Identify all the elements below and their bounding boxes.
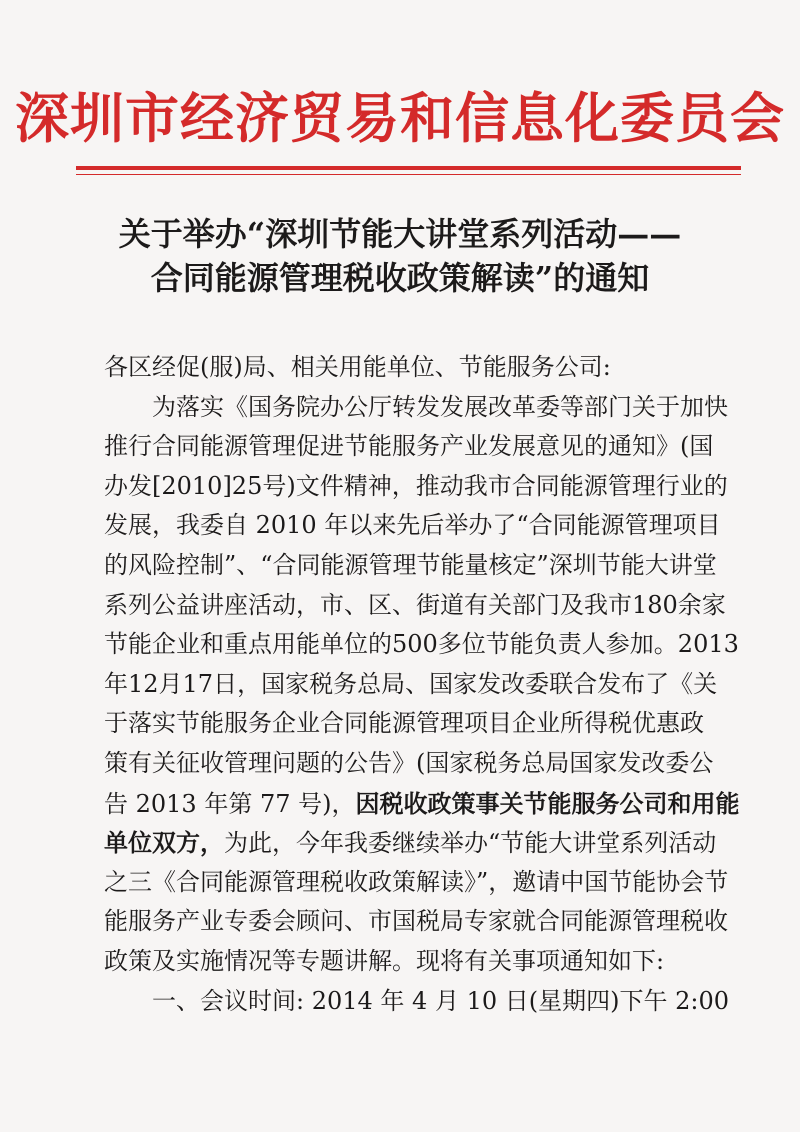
notice-title-line-1: 关于举办“深圳节能大讲堂系列活动—— xyxy=(118,215,682,253)
body-line: 办发[2010]25号)文件精神，推动我市合同能源管理行业的 xyxy=(104,471,728,500)
letterhead-org-name: 深圳市经济贸易和信息化委员会 xyxy=(15,86,785,150)
body-line-mixed xyxy=(104,823,717,863)
body-line: 之三《合同能源管理税收政策解读》”，邀请中国节能协会节 xyxy=(104,867,729,896)
notice-title xyxy=(0,212,800,300)
body-line: 年12月17日，国家税务总局、国家发改委联合发布了《关 xyxy=(104,669,718,698)
body-line: 于落实节能服务企业合同能源管理项目企业所得税优惠政 xyxy=(104,709,704,738)
body-line: 策有关征收管理问题的公告》(国家税务总局国家发改委公 xyxy=(104,748,714,777)
body-text: 告 2013 年第 77 号)， xyxy=(104,789,356,818)
body-line: 政策及实施情况等专题讲解。现将有关事项通知如下: xyxy=(104,946,665,975)
letterhead-red-rule-thin xyxy=(76,174,741,175)
salutation: 各区经促(服)局、相关用能单位、节能服务公司: xyxy=(104,353,611,381)
body-line-mixed xyxy=(104,784,740,824)
meeting-time-item: 一、会议时间: 2014 年 4 月 10 日(星期四)下午 2:00 xyxy=(152,986,729,1015)
bold-emphasis: 单位双方， xyxy=(104,828,224,858)
body-line: 推行合同能源管理促进节能服务产业发展意见的通知》(国 xyxy=(104,432,714,461)
body-line: 为落实《国务院办公厅转发发展改革委等部门关于加快 xyxy=(152,392,728,421)
body-line: 系列公益讲座活动，市、区、街道有关部门及我市180余家 xyxy=(104,590,726,619)
body-line: 能服务产业专委会顾问、市国税局专家就合同能源管理税收 xyxy=(104,907,728,936)
notice-body xyxy=(104,348,740,1021)
bold-emphasis: 因税收政策事关节能服务公司和用能 xyxy=(355,788,740,818)
letterhead-red-rule-thick xyxy=(76,166,741,170)
body-line: 发展，我委自 2010 年以来先后举办了“合同能源管理项目 xyxy=(104,511,721,540)
notice-title-line-2: 合同能源管理税收政策解读”的通知 xyxy=(150,259,650,297)
body-line: 节能企业和重点用能单位的500多位节能负责人参加。2013 xyxy=(104,630,739,659)
body-text: 为此，今年我委继续举办“节能大讲堂系列活动 xyxy=(224,829,717,858)
body-line: 的风险控制”、“合同能源管理节能量核定”深圳节能大讲堂 xyxy=(104,550,717,579)
